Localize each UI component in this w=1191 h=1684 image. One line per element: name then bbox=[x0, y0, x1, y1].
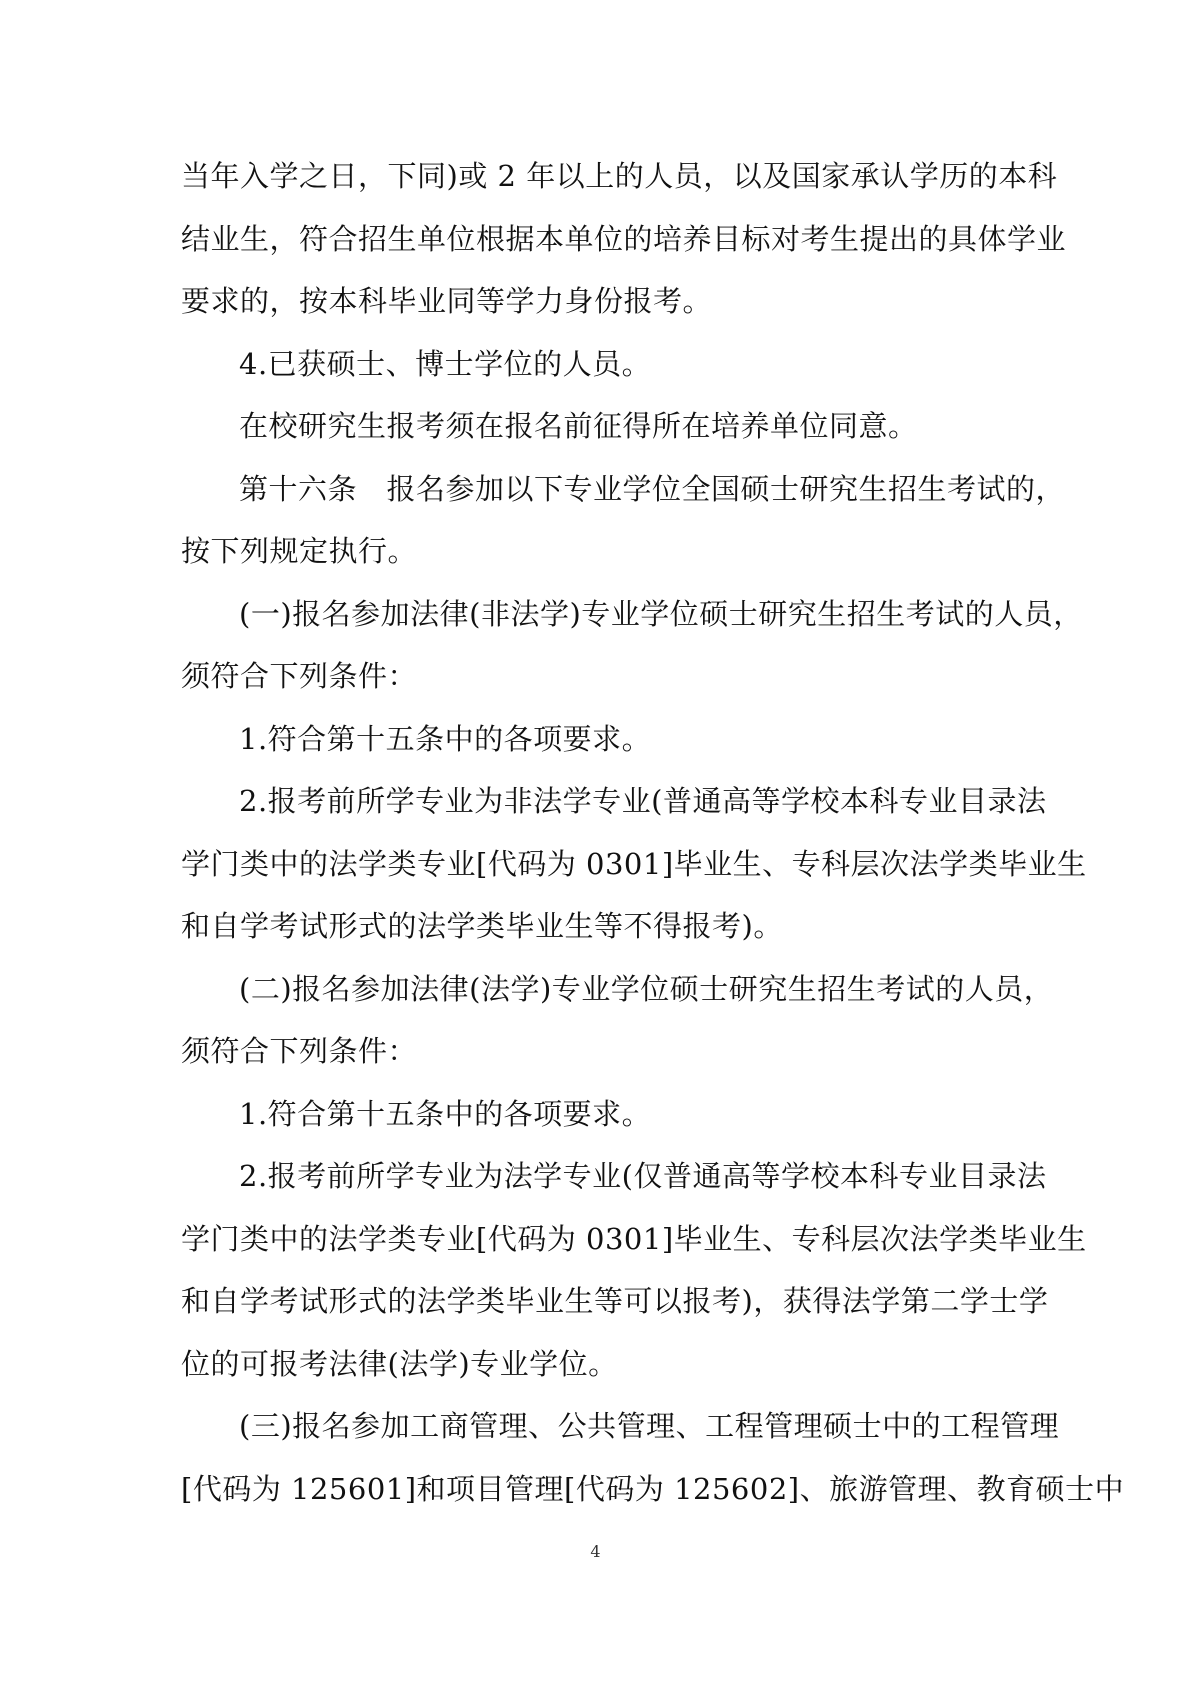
text-line: 4.已获硕士、博士学位的人员。 bbox=[239, 346, 652, 381]
text-line: [代码为 125601]和项目管理[代码为 125602]、旅游管理、教育硕士中 bbox=[181, 1471, 1125, 1506]
document-body bbox=[181, 145, 1125, 1520]
text-line: 须符合下列条件： bbox=[181, 1034, 418, 1068]
text-line: 须符合下列条件： bbox=[181, 659, 418, 693]
text-line: 按下列规定执行。 bbox=[181, 534, 418, 568]
text-line: (二)报名参加法律(法学)专业学位硕士研究生招生考试的人员， bbox=[239, 971, 1054, 1006]
text-line: 要求的，按本科毕业同等学力身份报考。 bbox=[181, 284, 713, 318]
page-number: 4 bbox=[590, 1542, 601, 1561]
text-line: 1.符合第十五条中的各项要求。 bbox=[239, 1096, 652, 1131]
text-line: 和自学考试形式的法学类毕业生等不得报考)。 bbox=[181, 909, 783, 943]
text-line: (三)报名参加工商管理、公共管理、工程管理硕士中的工程管理 bbox=[239, 1409, 1060, 1443]
text-line: 当年入学之日，下同)或 2 年以上的人员，以及国家承认学历的本科 bbox=[181, 159, 1058, 193]
text-line: 1.符合第十五条中的各项要求。 bbox=[239, 721, 652, 756]
text-line: 结业生，符合招生单位根据本单位的培养目标对考生提出的具体学业 bbox=[181, 221, 1067, 256]
text-line: 学门类中的法学类专业[代码为 0301]毕业生、专科层次法学类毕业生 bbox=[181, 1221, 1087, 1256]
text-line: 在校研究生报考须在报名前征得所在培养单位同意。 bbox=[239, 409, 918, 443]
text-line: (一)报名参加法律(非法学)专业学位硕士研究生招生考试的人员， bbox=[239, 596, 1083, 631]
text-line: 和自学考试形式的法学类毕业生等可以报考)，获得法学第二学士学 bbox=[181, 1284, 1049, 1318]
text-line: 2.报考前所学专业为非法学专业(普通高等学校本科专业目录法 bbox=[239, 784, 1047, 818]
text-line: 位的可报考法律(法学)专业学位。 bbox=[181, 1346, 618, 1381]
text-line: 学门类中的法学类专业[代码为 0301]毕业生、专科层次法学类毕业生 bbox=[181, 846, 1087, 881]
article-16-heading: 第十六条 报名参加以下专业学位全国硕士研究生招生考试的， bbox=[239, 471, 1066, 506]
text-line: 2.报考前所学专业为法学专业(仅普通高等学校本科专业目录法 bbox=[239, 1159, 1047, 1193]
